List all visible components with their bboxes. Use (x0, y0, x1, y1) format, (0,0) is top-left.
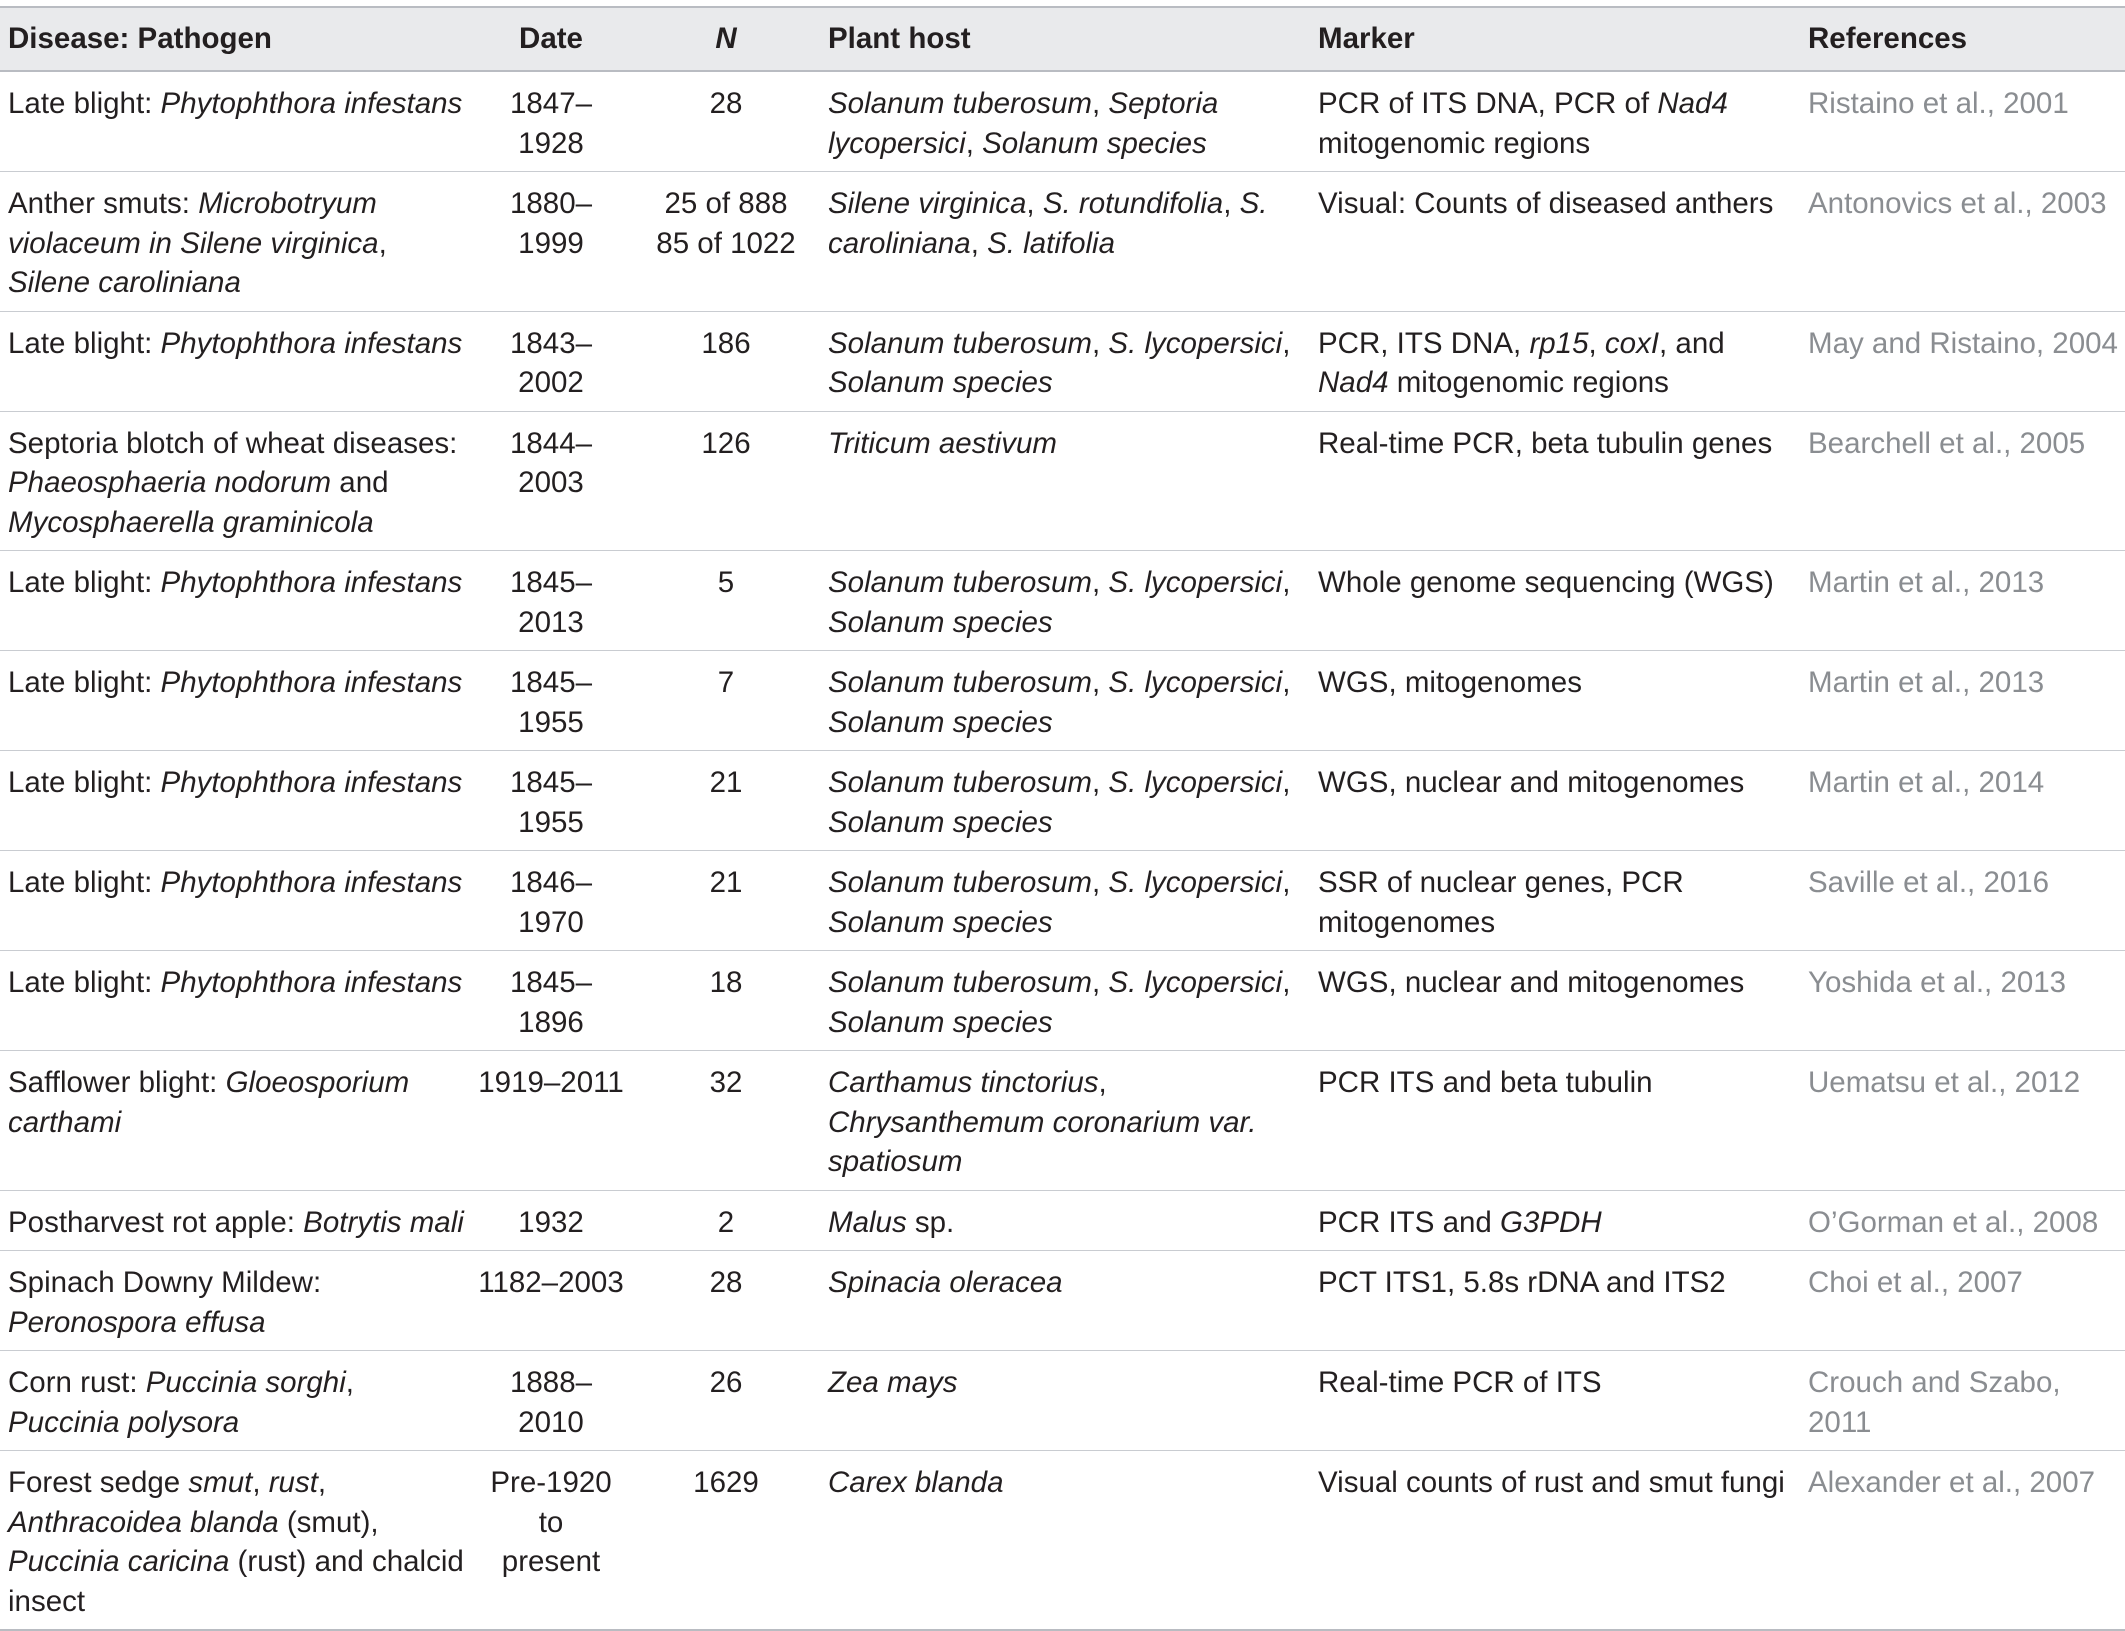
cell-text-segment: sp. (906, 1205, 955, 1239)
cell-line: 1845–1955 (509, 666, 593, 739)
cell-n (630, 1351, 820, 1451)
table-row (0, 311, 2125, 411)
cell-text-segment: S. lycopersici (1108, 766, 1283, 799)
cell-disease (0, 1190, 470, 1251)
cell-text-segment: , (1092, 326, 1109, 360)
cell-marker (1310, 1051, 1800, 1191)
cell-text-segment: Spinacia oleracea (828, 1266, 1063, 1299)
cell-text-segment: Forest sedge (8, 1466, 189, 1499)
cell-date (470, 1251, 630, 1351)
cell-plant-host (820, 1251, 1310, 1351)
cell-marker (1310, 951, 1800, 1051)
cell-n (630, 951, 820, 1051)
cell-text-segment: Late blight: (8, 966, 161, 999)
header-references: References (1800, 7, 2125, 71)
cell-text-segment: Malus (828, 1205, 907, 1239)
cell-text-segment: Puccinia caricina (8, 1545, 230, 1578)
cell-text-segment: Mycosphaerella graminicola (8, 505, 374, 539)
cell-text-segment: G3PDH (1499, 1205, 1602, 1239)
cell-text-segment: , (1092, 866, 1109, 899)
cell-line: 1932 (518, 1205, 584, 1239)
cell-text-segment: Peronospora effusa (8, 1305, 266, 1339)
cell-text-segment: Late blight: (8, 326, 161, 360)
cell-line: 1847–1928 (509, 87, 593, 160)
cell-line: 1845–1955 (509, 766, 593, 839)
cell-disease (0, 172, 470, 312)
cell-text-segment: Anther smuts: (8, 187, 199, 220)
cell-text-segment: , (1282, 966, 1291, 999)
cell-text-segment: , (1092, 766, 1109, 799)
cell-text-segment: , (1282, 326, 1291, 360)
cell-text-segment: , (345, 1366, 354, 1399)
cell-text-segment: WGS, nuclear and mitogenomes (1318, 966, 1745, 999)
cell-text-segment: Anthracoidea blanda (8, 1505, 279, 1539)
cell-text-segment: , (1282, 566, 1291, 599)
cell-text-segment: Postharvest rot apple: (8, 1205, 304, 1239)
cell-line: 28 (709, 87, 743, 120)
cell-text-segment: S. lycopersici (1108, 566, 1283, 599)
table-row (0, 71, 2125, 172)
cell-text-segment: S. lycopersici (1108, 866, 1283, 899)
table-row (0, 751, 2125, 851)
cell-text-segment: Solanum species (828, 366, 1053, 399)
cell-text-segment: PCR ITS and (1318, 1205, 1500, 1239)
cell-disease (0, 851, 470, 951)
cell-text-segment: Late blight: (8, 866, 161, 899)
cell-text-segment: S. rotundifolia (1042, 187, 1224, 220)
cell-text-segment: Solanum tuberosum (828, 866, 1093, 899)
cell-date (470, 651, 630, 751)
cell-text-segment: PCT ITS1, 5.8s rDNA and ITS2 (1318, 1266, 1726, 1299)
cell-text-segment: smut (188, 1466, 253, 1499)
pathogen-table (0, 6, 2125, 1631)
cell-n (630, 71, 820, 172)
cell-text-segment: Carex blanda (828, 1466, 1004, 1499)
table-row (0, 1190, 2125, 1251)
cell-line: 1843–2002 (509, 326, 593, 399)
cell-line: 1846–1970 (509, 866, 593, 939)
cell-disease (0, 411, 470, 551)
cell-disease (0, 551, 470, 651)
cell-plant-host (820, 311, 1310, 411)
cell-reference: Saville et al., 2016 (1800, 851, 2125, 951)
cell-date (470, 1190, 630, 1251)
cell-date (470, 1451, 630, 1631)
cell-date (470, 411, 630, 551)
cell-text-segment: Phaeosphaeria nodorum (8, 466, 332, 499)
cell-disease (0, 651, 470, 751)
cell-marker (1310, 551, 1800, 651)
cell-plant-host (820, 411, 1310, 551)
cell-text-segment: , (970, 226, 988, 260)
cell-text-segment: SSR of nuclear genes, PCR mitogenomes (1318, 866, 1684, 939)
cell-text-segment: PCR, ITS DNA, (1318, 326, 1530, 360)
cell-text-segment: , (1282, 866, 1291, 899)
cell-text-segment: Phytophthora infestans (160, 866, 463, 899)
cell-n (630, 651, 820, 751)
cell-disease (0, 1051, 470, 1191)
cell-line: 126 (701, 426, 751, 460)
cell-text-segment: , (1098, 1066, 1107, 1099)
cell-disease (0, 1251, 470, 1351)
cell-reference: Yoshida et al., 2013 (1800, 951, 2125, 1051)
header-marker: Marker (1310, 7, 1800, 71)
cell-text-segment: Solanum tuberosum (828, 566, 1093, 599)
cell-disease (0, 1351, 470, 1451)
cell-marker (1310, 1351, 1800, 1451)
cell-text-segment: , (378, 226, 387, 260)
cell-text-segment: Puccinia sorghi (145, 1366, 346, 1399)
cell-disease (0, 311, 470, 411)
cell-text-segment: Septoria lycopersici (828, 87, 1219, 160)
cell-text-segment: Safflower blight: (8, 1066, 226, 1099)
cell-text-segment: , (1026, 187, 1043, 220)
table-row (0, 1051, 2125, 1191)
cell-plant-host (820, 1451, 1310, 1631)
cell-n (630, 1251, 820, 1351)
cell-text-segment: Solanum species (982, 126, 1207, 160)
cell-line: 1880–1999 (509, 187, 593, 260)
cell-date (470, 311, 630, 411)
cell-text-segment: Phytophthora infestans (160, 326, 463, 360)
cell-text-segment: Real-time PCR, beta tubulin genes (1318, 426, 1773, 460)
cell-text-segment: Silene caroliniana (8, 266, 241, 299)
cell-line: 1888–2010 (509, 1366, 593, 1439)
header-n: N (630, 7, 820, 71)
cell-reference: Bearchell et al., 2005 (1800, 411, 2125, 551)
cell-line: 25 of 888 (664, 187, 788, 220)
cell-disease (0, 951, 470, 1051)
cell-n (630, 411, 820, 551)
cell-line: 32 (709, 1066, 743, 1099)
cell-date (470, 1351, 630, 1451)
cell-line: 2 (717, 1205, 735, 1239)
cell-n (630, 551, 820, 651)
cell-text-segment: WGS, nuclear and mitogenomes (1318, 766, 1745, 799)
cell-date (470, 751, 630, 851)
cell-plant-host (820, 751, 1310, 851)
cell-text-segment: Botrytis mali (303, 1205, 464, 1239)
cell-text-segment: , (1223, 187, 1240, 220)
cell-date (470, 172, 630, 312)
cell-plant-host (820, 1190, 1310, 1251)
cell-reference: Ristaino et al., 2001 (1800, 71, 2125, 172)
cell-text-segment: , (1092, 566, 1109, 599)
cell-text-segment: Triticum aestivum (828, 426, 1057, 460)
cell-reference: Uematsu et al., 2012 (1800, 1051, 2125, 1191)
cell-line: Pre-1920 to (490, 1466, 612, 1539)
cell-text-segment: , (1092, 666, 1109, 699)
cell-n (630, 1051, 820, 1191)
cell-date (470, 1051, 630, 1191)
table-row (0, 1251, 2125, 1351)
cell-plant-host (820, 551, 1310, 651)
cell-text-segment: Solanum species (828, 905, 1053, 939)
cell-text-segment: Late blight: (8, 566, 161, 599)
table-row (0, 1451, 2125, 1631)
cell-text-segment: Whole genome sequencing (WGS) (1318, 566, 1774, 599)
cell-text-segment: rp15 (1529, 326, 1589, 360)
header-date: Date (470, 7, 630, 71)
cell-line: 7 (717, 666, 735, 699)
cell-marker (1310, 851, 1800, 951)
cell-text-segment: Solanum tuberosum (828, 966, 1093, 999)
cell-text-segment: mitogenomic regions (1318, 126, 1591, 160)
cell-line: 1182–2003 (478, 1266, 624, 1299)
cell-marker (1310, 1190, 1800, 1251)
cell-plant-host (820, 651, 1310, 751)
cell-plant-host (820, 851, 1310, 951)
cell-text-segment: , and (1659, 326, 1725, 360)
cell-reference: Antonovics et al., 2003 (1800, 172, 2125, 312)
cell-text-segment: S. caroliniana (828, 187, 1268, 260)
cell-text-segment: S. lycopersici (1108, 326, 1283, 360)
cell-line: 21 (709, 766, 743, 799)
cell-plant-host (820, 1051, 1310, 1191)
cell-line: 5 (717, 566, 735, 599)
cell-text-segment: PCR of ITS DNA, PCR of (1318, 87, 1658, 120)
cell-text-segment: Visual: Counts of diseased anthers (1318, 187, 1774, 220)
cell-text-segment: Late blight: (8, 87, 161, 120)
table-row (0, 851, 2125, 951)
table-row (0, 651, 2125, 751)
cell-text-segment: Phytophthora infestans (160, 566, 463, 599)
cell-text-segment: Late blight: (8, 666, 161, 699)
table-row (0, 951, 2125, 1051)
table-row (0, 172, 2125, 312)
table-body (0, 71, 2125, 1630)
cell-line: 1629 (693, 1466, 759, 1499)
cell-text-segment: Solanum tuberosum (828, 326, 1093, 360)
cell-plant-host (820, 172, 1310, 312)
cell-marker (1310, 751, 1800, 851)
cell-n (630, 311, 820, 411)
cell-marker (1310, 172, 1800, 312)
cell-text-segment: Visual counts of rust and smut fungi (1318, 1466, 1785, 1499)
cell-reference: May and Ristaino, 2004 (1800, 311, 2125, 411)
table-row (0, 551, 2125, 651)
cell-text-segment: Real-time PCR of ITS (1318, 1366, 1602, 1399)
cell-reference: Martin et al., 2014 (1800, 751, 2125, 851)
cell-line: 85 of 1022 (656, 226, 796, 260)
cell-marker (1310, 1251, 1800, 1351)
cell-text-segment: S. lycopersici (1108, 666, 1283, 699)
cell-line: 186 (701, 326, 751, 360)
cell-n (630, 751, 820, 851)
cell-reference: Crouch and Szabo, 2011 (1800, 1351, 2125, 1451)
header-row (0, 7, 2125, 71)
cell-text-segment: Solanum species (828, 705, 1053, 739)
cell-text-segment: mitogenomic regions (1388, 366, 1669, 399)
cell-marker (1310, 1451, 1800, 1631)
cell-n (630, 1451, 820, 1631)
cell-text-segment: Solanum species (828, 1005, 1053, 1039)
cell-text-segment: Corn rust: (8, 1366, 146, 1399)
cell-text-segment: S. latifolia (987, 226, 1115, 260)
cell-text-segment: Carthamus tinctorius (828, 1066, 1099, 1099)
cell-text-segment: (rust) and chalcid insect (8, 1545, 464, 1618)
cell-text-segment: Nad4 (1657, 87, 1728, 120)
cell-text-segment: Phytophthora infestans (160, 87, 463, 120)
cell-text-segment: Gloeosporium carthami (8, 1066, 410, 1139)
cell-text-segment: , (317, 1466, 327, 1499)
cell-text-segment: Puccinia polysora (8, 1405, 240, 1439)
cell-text-segment: Solanum species (828, 805, 1053, 839)
cell-line: 21 (709, 866, 743, 899)
cell-line: 1845–1896 (509, 966, 593, 1039)
cell-disease (0, 71, 470, 172)
cell-text-segment: Silene virginica (828, 187, 1027, 220)
cell-reference: Martin et al., 2013 (1800, 551, 2125, 651)
cell-line: present (501, 1545, 601, 1578)
cell-line: 1919–2011 (478, 1066, 624, 1099)
cell-reference: O’Gorman et al., 2008 (1800, 1190, 2125, 1251)
cell-line: 18 (709, 966, 743, 999)
cell-reference: Martin et al., 2013 (1800, 651, 2125, 751)
cell-disease (0, 751, 470, 851)
cell-text-segment: Zea mays (828, 1366, 958, 1399)
cell-text-segment: coxI (1604, 326, 1660, 360)
cell-text-segment: , (1092, 966, 1109, 999)
cell-plant-host (820, 951, 1310, 1051)
cell-text-segment: Solanum species (828, 605, 1053, 639)
cell-n (630, 851, 820, 951)
cell-text-segment: , (965, 126, 983, 160)
cell-date (470, 551, 630, 651)
cell-plant-host (820, 71, 1310, 172)
cell-text-segment: (smut), (278, 1505, 379, 1539)
cell-n (630, 1190, 820, 1251)
cell-text-segment: Solanum tuberosum (828, 666, 1093, 699)
cell-text-segment: , (1282, 666, 1291, 699)
cell-text-segment: rust (268, 1466, 318, 1499)
cell-marker (1310, 651, 1800, 751)
cell-line: 1845–2013 (509, 566, 593, 639)
cell-text-segment: Septoria blotch of wheat diseases: (8, 426, 458, 460)
table-header (0, 7, 2125, 71)
cell-text-segment: Chrysanthemum coronarium var. spatiosum (828, 1105, 1257, 1178)
cell-reference: Alexander et al., 2007 (1800, 1451, 2125, 1631)
cell-text-segment: , (1282, 766, 1291, 799)
cell-text-segment: Spinach Downy Mildew: (8, 1266, 322, 1299)
cell-text-segment: , (1588, 326, 1605, 360)
cell-text-segment: and (331, 466, 389, 499)
header-disease: Disease: Pathogen (0, 7, 470, 71)
cell-marker (1310, 411, 1800, 551)
cell-text-segment: WGS, mitogenomes (1318, 666, 1582, 699)
cell-text-segment: S. lycopersici (1108, 966, 1283, 999)
cell-text-segment: Phytophthora infestans (160, 766, 463, 799)
cell-text-segment: Solanum tuberosum (828, 766, 1093, 799)
table-row (0, 411, 2125, 551)
cell-disease (0, 1451, 470, 1631)
cell-text-segment: PCR ITS and beta tubulin (1318, 1066, 1653, 1099)
cell-n (630, 172, 820, 312)
cell-date (470, 851, 630, 951)
cell-text-segment: Nad4 (1318, 366, 1389, 399)
cell-text-segment: Microbotryum violaceum in Silene virginica (8, 187, 379, 260)
cell-marker (1310, 311, 1800, 411)
table-row (0, 1351, 2125, 1451)
cell-text-segment: Phytophthora infestans (160, 666, 463, 699)
cell-marker (1310, 71, 1800, 172)
cell-text-segment: , (252, 1466, 269, 1499)
header-plant-host: Plant host (820, 7, 1310, 71)
cell-date (470, 951, 630, 1051)
cell-text-segment: Late blight: (8, 766, 161, 799)
cell-text-segment: Phytophthora infestans (160, 966, 463, 999)
cell-line: 26 (709, 1366, 743, 1399)
cell-text-segment: Solanum tuberosum (828, 87, 1093, 120)
cell-text-segment: , (1092, 87, 1109, 120)
cell-date (470, 71, 630, 172)
cell-line: 1844–2003 (509, 426, 593, 499)
cell-reference: Choi et al., 2007 (1800, 1251, 2125, 1351)
cell-plant-host (820, 1351, 1310, 1451)
cell-line: 28 (709, 1266, 743, 1299)
